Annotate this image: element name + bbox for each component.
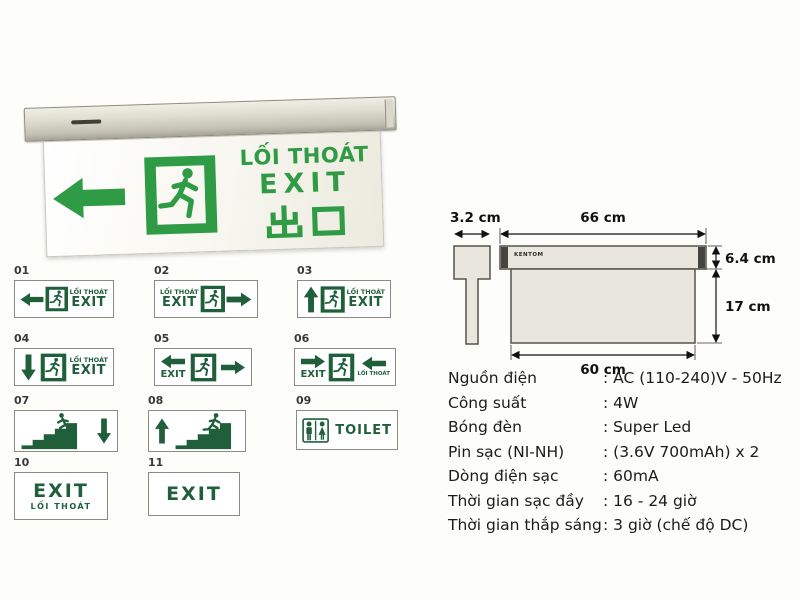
dim-panel-width: 60 cm xyxy=(580,362,626,378)
spec-row xyxy=(448,415,798,440)
variant-label-top: LỐI THOÁT xyxy=(69,355,108,364)
variant-label-bottom: EXIT xyxy=(71,294,107,310)
arrow-left-icon xyxy=(51,174,127,222)
variant-label-stack xyxy=(160,289,199,309)
sign-panel xyxy=(43,131,384,258)
mounting-bar-endcap xyxy=(385,99,394,127)
stairs-runner-up-icon xyxy=(174,413,240,450)
variant-label-exit: EXIT xyxy=(166,482,222,505)
spec-label: Thời gian thắp sáng xyxy=(448,516,602,534)
exit-door-runner-icon xyxy=(39,353,68,382)
arrow-down-icon xyxy=(96,418,112,444)
variant-sign xyxy=(14,348,114,386)
variant-label-stack xyxy=(69,357,108,377)
variant-number: 03 xyxy=(297,264,313,277)
variant-sign xyxy=(297,280,391,318)
arrow-up-icon xyxy=(154,418,170,444)
spec-value: : 4W xyxy=(603,393,639,412)
variant-sign xyxy=(148,410,246,452)
housing-endcap-left xyxy=(501,247,508,268)
variant-sign xyxy=(148,472,240,516)
variant-arrow-label xyxy=(300,354,326,380)
variant-arrow-label xyxy=(357,356,390,378)
exit-door-runner-icon xyxy=(199,284,227,314)
variant-sign xyxy=(296,410,398,450)
variant-label-top: LỐI THOÁT xyxy=(69,287,108,296)
variant-04 xyxy=(14,332,114,386)
variant-08 xyxy=(148,394,246,452)
exit-door-runner-icon xyxy=(44,284,70,314)
variant-sign xyxy=(154,348,252,386)
spec-row xyxy=(448,464,798,489)
spec-label: Dòng điện sạc xyxy=(448,467,559,485)
spec-value: : Super Led xyxy=(603,418,692,436)
arrow-left-icon xyxy=(361,356,387,371)
exit-door-runner-icon xyxy=(139,148,222,242)
exit-door-runner-icon xyxy=(189,353,218,382)
variant-label-stack xyxy=(154,482,234,505)
spec-value: : AC (110-240)V - 50Hz xyxy=(603,369,782,387)
mounting-bar-slot xyxy=(71,119,101,124)
variant-sign xyxy=(14,472,108,520)
sign-text-vietnamese: LỐI THOÁT xyxy=(239,141,369,170)
variant-label-bottom: EXIT xyxy=(71,362,107,378)
variant-label-stack xyxy=(346,289,385,309)
stairs-runner-down-icon xyxy=(20,413,86,450)
variant-number: 11 xyxy=(148,456,164,469)
variant-number: 05 xyxy=(154,332,170,345)
variant-01 xyxy=(14,264,114,318)
variant-label-loi-thoat: LỐI THOÁT xyxy=(30,501,92,511)
variant-sign xyxy=(294,348,396,386)
variant-number: 09 xyxy=(296,394,312,407)
dim-panel-height: 17 cm xyxy=(725,299,771,315)
variant-sign xyxy=(154,280,258,318)
variant-arrow-label xyxy=(160,354,186,380)
variant-05 xyxy=(154,332,252,386)
housing-endcap-right xyxy=(698,247,705,268)
variant-label-toilet: TOILET xyxy=(335,422,392,438)
arrow-down-icon xyxy=(20,354,37,381)
spec-label: Công suất xyxy=(448,393,527,412)
spec-row xyxy=(448,440,798,465)
exit-door-runner-icon xyxy=(319,285,346,314)
arrow-left-icon xyxy=(160,354,186,369)
variant-label-bottom: EXIT xyxy=(348,294,384,310)
variant-label-stack xyxy=(69,289,108,309)
variant-number: 02 xyxy=(154,264,170,277)
spec-value: : 60mA xyxy=(603,467,659,485)
panel-shape xyxy=(511,269,695,343)
spec-label: Bóng đèn xyxy=(448,418,522,436)
variant-06 xyxy=(294,332,396,386)
variant-number: 07 xyxy=(14,394,30,407)
sign-text-chinese-exit-icon xyxy=(266,202,347,238)
variant-label-exit: EXIT xyxy=(300,369,326,380)
variant-label-top: LỐI THOÁT xyxy=(346,287,385,296)
variant-11 xyxy=(148,456,240,516)
arrow-right-icon xyxy=(300,354,326,369)
arrow-up-icon xyxy=(303,286,319,313)
dim-housing-width: 66 cm xyxy=(580,210,626,226)
spec-label: Nguồn điện xyxy=(448,369,537,387)
sign-text-block xyxy=(234,143,377,240)
exit-sign-product-photo xyxy=(15,86,408,268)
variant-number: 01 xyxy=(14,264,30,277)
arrow-right-icon xyxy=(220,360,246,375)
variant-label-stack xyxy=(20,479,102,511)
spec-label: Pin sạc (NI-NH) xyxy=(448,442,565,461)
variant-label-loi-thoat: LỐI THOÁT xyxy=(357,371,390,378)
variant-label-exit: EXIT xyxy=(160,369,186,380)
arrow-right-icon xyxy=(226,291,252,308)
sign-text-english: EXIT xyxy=(258,166,352,201)
variant-number: 08 xyxy=(148,394,164,407)
dimension-diagram xyxy=(448,202,798,380)
spec-value: : (3.6V 700mAh) x 2 xyxy=(603,442,760,461)
variant-02 xyxy=(154,264,258,318)
spec-label: Thời gian sạc đầy xyxy=(448,491,584,510)
dim-side-depth: 3.2 cm xyxy=(450,210,501,226)
variant-number: 06 xyxy=(294,332,310,345)
variant-number: 04 xyxy=(14,332,30,345)
brand-label: KENTOM xyxy=(514,252,544,258)
spec-row xyxy=(448,366,798,391)
spec-list xyxy=(448,366,798,538)
variant-label-exit: EXIT xyxy=(33,479,89,502)
spec-row xyxy=(448,391,798,416)
spec-row xyxy=(448,513,798,538)
dim-housing-height: 6.4 cm xyxy=(725,251,776,267)
variant-sign xyxy=(14,410,118,452)
variant-label-bottom: EXIT xyxy=(161,294,197,310)
spec-value: : 3 giờ (chế độ DC) xyxy=(603,516,749,534)
variant-10 xyxy=(14,456,108,520)
variant-07 xyxy=(14,394,118,452)
spec-value: : 16 - 24 giờ xyxy=(603,491,697,510)
arrow-left-icon xyxy=(20,291,44,308)
variant-sign xyxy=(14,280,114,318)
variant-09 xyxy=(296,394,398,450)
variant-label-top: LỐI THOÁT xyxy=(160,287,199,296)
side-profile-shape xyxy=(454,246,490,344)
variant-number: 10 xyxy=(14,456,30,469)
exit-door-runner-icon xyxy=(327,353,356,382)
toilet-male-female-icon xyxy=(302,416,329,445)
variant-03 xyxy=(297,264,391,318)
spec-row xyxy=(448,489,798,514)
